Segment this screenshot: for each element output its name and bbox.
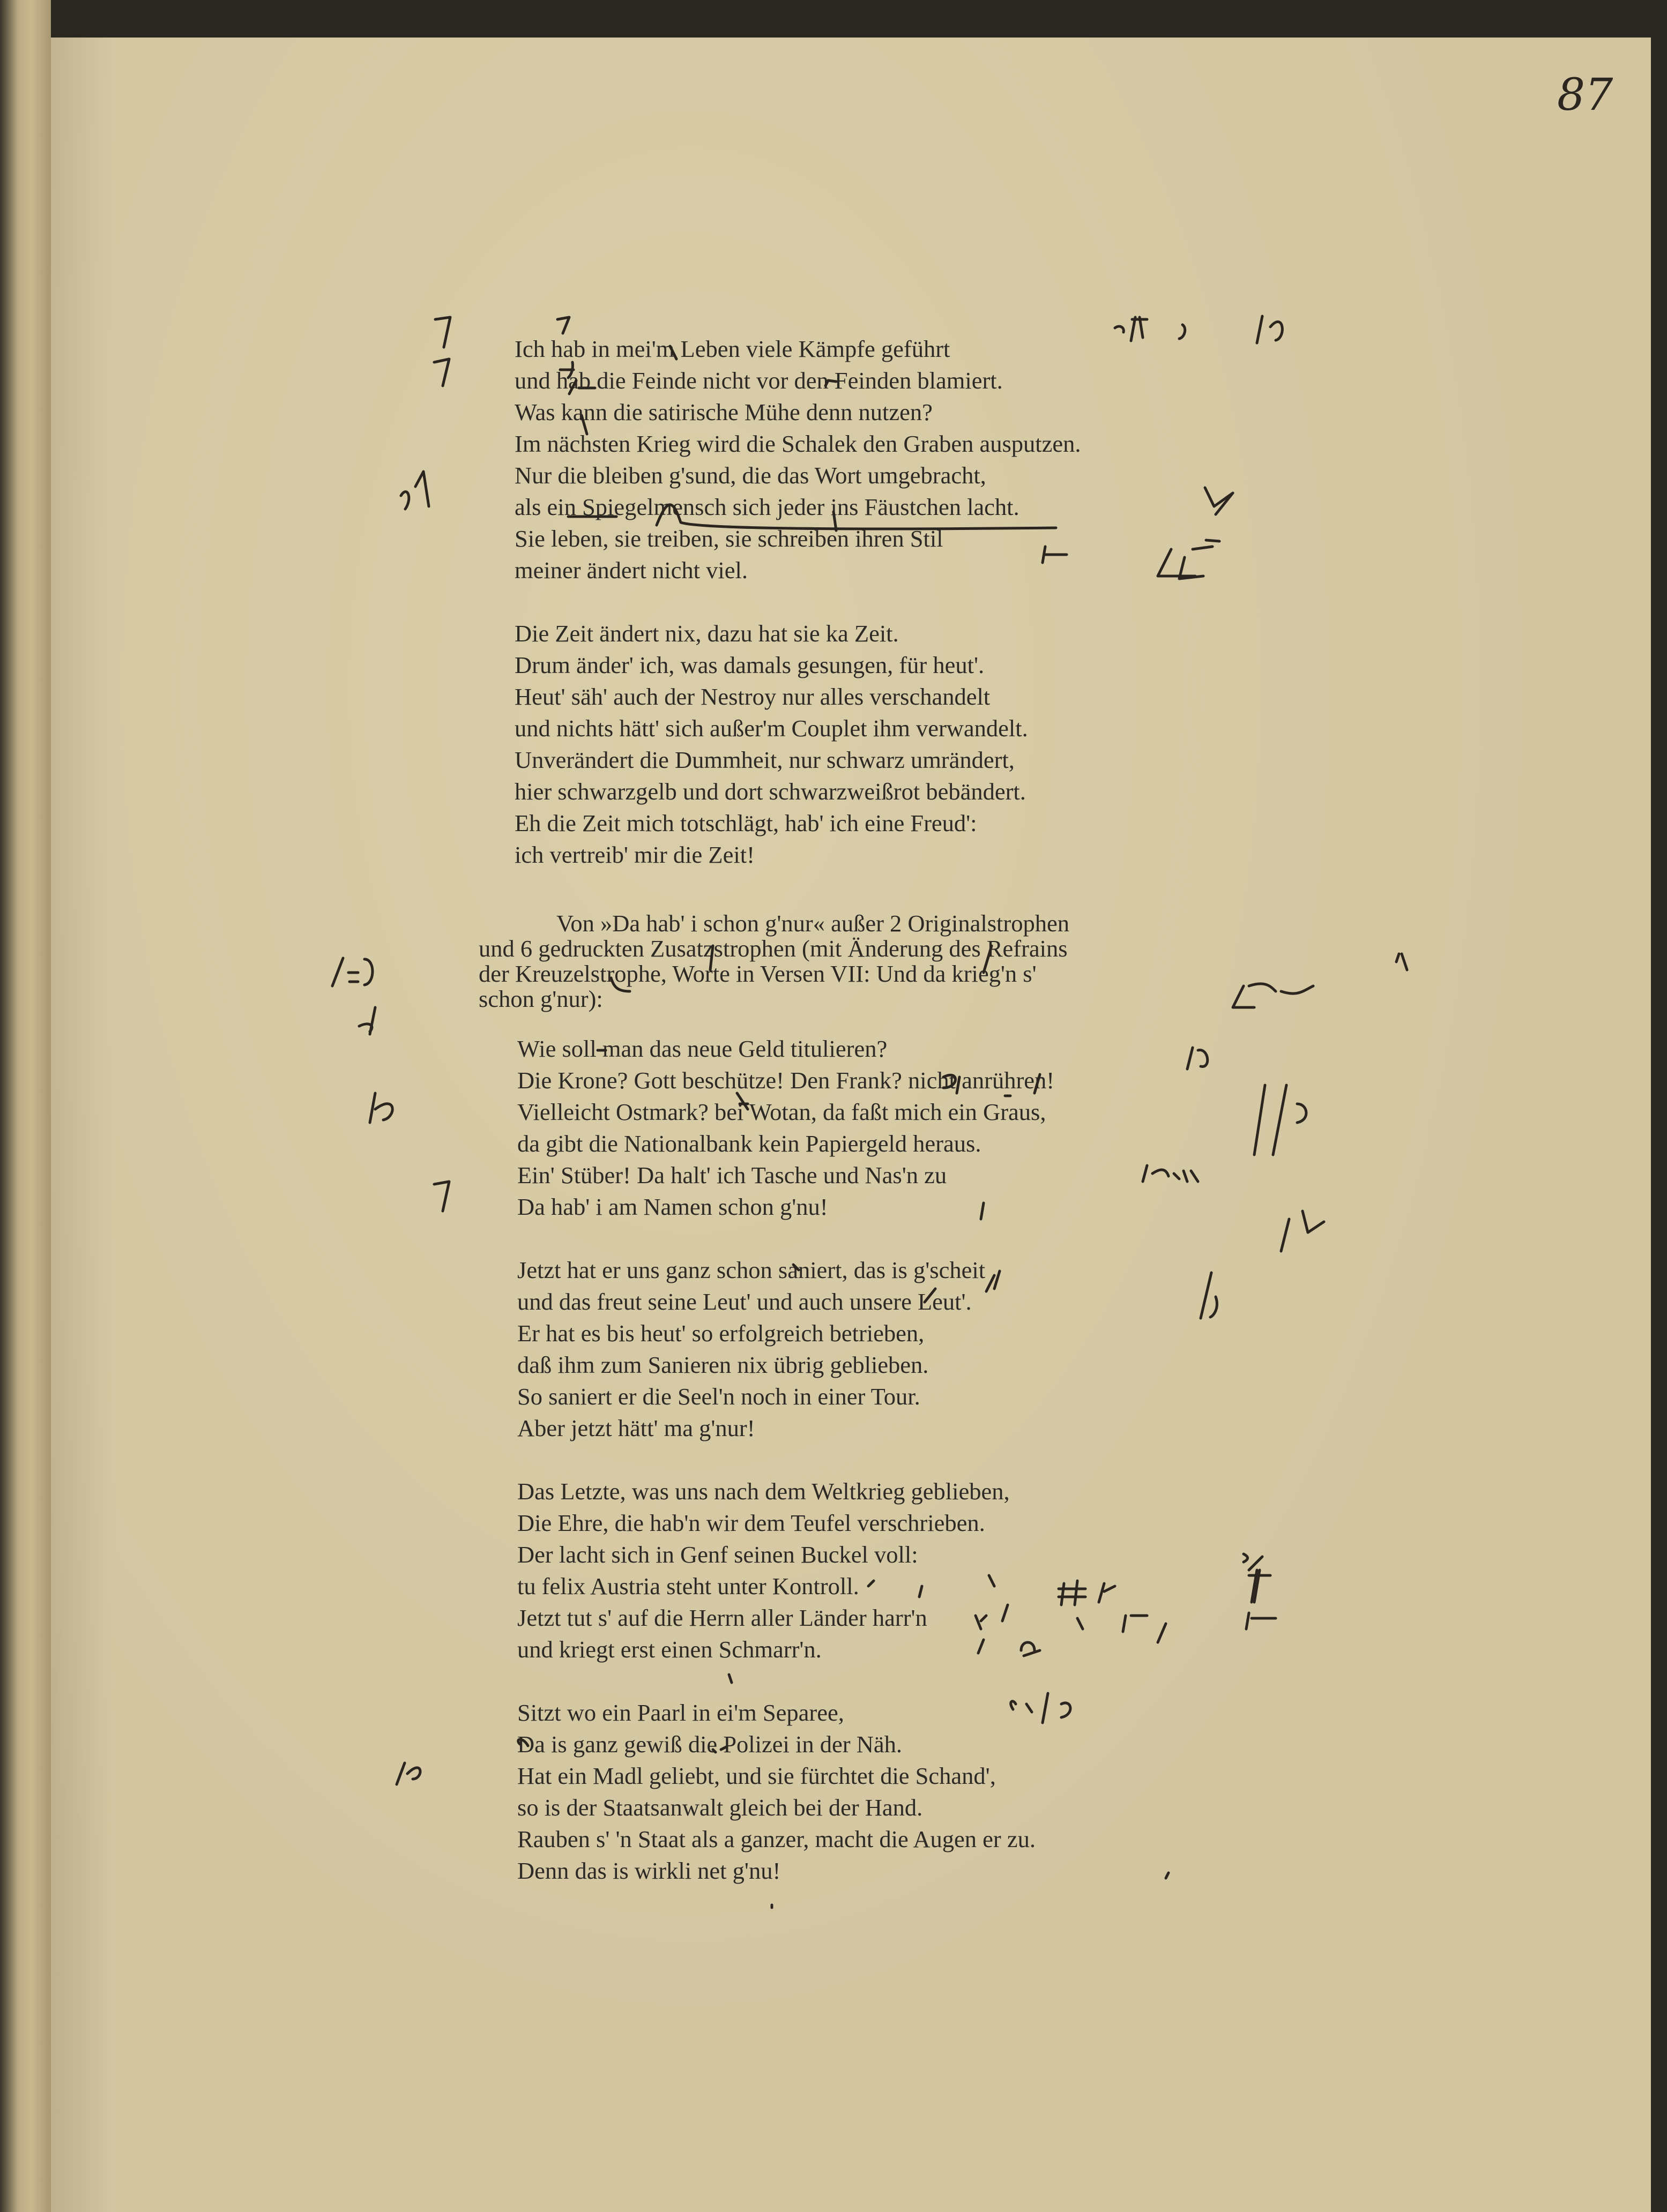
stanza bbox=[517, 1254, 1225, 1444]
verse-line: als ein Spiegelmensch sich jeder ins Fäustchen lacht. bbox=[515, 494, 1019, 520]
verse-line: Vielleicht Ostmark? bei Wotan, da faßt mich ein Graus, bbox=[517, 1098, 1046, 1125]
verse-line: meiner ändert nicht viel. bbox=[515, 557, 748, 584]
verse-line: Sitzt wo ein Paarl in ei'm Separee, bbox=[517, 1699, 844, 1726]
stanza bbox=[517, 1697, 1225, 1887]
prose-line: Von »Da hab' i schon g'nur« außer 2 Originalstrophen bbox=[556, 910, 1069, 937]
verse-line: Er hat es bis heut' so erfolgreich betrieben, bbox=[517, 1320, 925, 1347]
verse-line: da gibt die Nationalbank kein Papiergeld heraus. bbox=[517, 1130, 981, 1157]
verse-line: Sie leben, sie treiben, sie schreiben ihren Stil bbox=[515, 525, 943, 552]
stanza bbox=[515, 618, 1222, 871]
prose-line: schon g'nur): bbox=[479, 985, 603, 1012]
stanza bbox=[517, 1033, 1225, 1223]
verse-line: daß ihm zum Sanieren nix übrig geblieben. bbox=[517, 1351, 929, 1378]
verse-line: Wie soll man das neue Geld titulieren? bbox=[517, 1035, 888, 1062]
verse-line: und nichts hätt' sich außer'm Couplet ihm verwandelt. bbox=[515, 715, 1028, 742]
verse-line: hier schwarzgelb und dort schwarzweißrot bebändert. bbox=[515, 778, 1026, 805]
prose-line: und 6 gedruckten Zusatzstrophen (mit Änderung des Refrains bbox=[479, 935, 1068, 962]
verse-line: Der lacht sich in Genf seinen Buckel voll: bbox=[517, 1541, 918, 1568]
verse-line: tu felix Austria steht unter Kontroll. bbox=[517, 1573, 859, 1600]
verse-line: Die Zeit ändert nix, dazu hat sie ka Zeit. bbox=[515, 620, 899, 647]
verse-line: Aber jetzt hätt' ma g'nur! bbox=[517, 1415, 755, 1441]
verse-line: Jetzt hat er uns ganz schon saniert, das is g'scheit bbox=[517, 1257, 986, 1283]
verse-line: Nur die bleiben g'sund, die das Wort umgebracht, bbox=[515, 462, 986, 489]
verse-block-top bbox=[515, 333, 1222, 902]
verse-block-bottom bbox=[517, 1033, 1225, 1918]
verse-line: Das Letzte, was uns nach dem Weltkrieg geblieben, bbox=[517, 1478, 1010, 1505]
verse-line: Die Krone? Gott beschütze! Den Frank? nicht anrühren! bbox=[517, 1067, 1055, 1094]
verse-line: Hat ein Madl geliebt, und sie fürchtet die Schand', bbox=[517, 1762, 996, 1789]
verse-line: Die Ehre, die hab'n wir dem Teufel verschrieben. bbox=[517, 1509, 985, 1536]
verse-line: Im nächsten Krieg wird die Schalek den Graben ausputzen. bbox=[515, 430, 1081, 457]
verse-line: Da hab' i am Namen schon g'nu! bbox=[517, 1193, 828, 1220]
verse-line: Was kann die satirische Mühe denn nutzen? bbox=[515, 399, 933, 425]
verse-line: Ein' Stüber! Da halt' ich Tasche und Nas'n zu bbox=[517, 1162, 947, 1189]
stanza bbox=[515, 333, 1222, 586]
stanza bbox=[517, 1476, 1225, 1665]
prose-line: der Kreuzelstrophe, Worte in Versen VII: Und da krieg'n s' bbox=[479, 960, 1037, 987]
verse-line: Jetzt tut s' auf die Herrn aller Länder harr'n bbox=[517, 1604, 927, 1631]
verse-line: So saniert er die Seel'n noch in einer Tour. bbox=[517, 1383, 920, 1410]
verse-line: Denn das is wirkli net g'nu! bbox=[517, 1857, 781, 1884]
verse-line: Eh die Zeit mich totschlägt, hab' ich eine Freud': bbox=[515, 810, 977, 836]
verse-line: ich vertreib' mir die Zeit! bbox=[515, 841, 755, 868]
verse-line: Unverändert die Dummheit, nur schwarz umrändert, bbox=[515, 746, 1015, 773]
verse-line: und das freut seine Leut' und auch unsere Leut'. bbox=[517, 1288, 972, 1315]
verse-line: Ich hab in mei'm Leben viele Kämpfe geführt bbox=[515, 335, 950, 362]
verse-line: Heut' säh' auch der Nestroy nur alles verschandelt bbox=[515, 683, 991, 710]
book-spine bbox=[0, 0, 51, 2212]
verse-line: und kriegt erst einen Schmarr'n. bbox=[517, 1636, 822, 1663]
page-number: 87 bbox=[1557, 70, 1613, 121]
prose-paragraph bbox=[479, 911, 1224, 1012]
verse-line: so is der Staatsanwalt gleich bei der Hand. bbox=[517, 1794, 923, 1821]
verse-line: Da is ganz gewiß die Polizei in der Näh. bbox=[517, 1731, 902, 1758]
verse-line: Rauben s' 'n Staat als a ganzer, macht die Augen er zu. bbox=[517, 1826, 1036, 1852]
verse-line: und hab die Feinde nicht vor den Feinden blamiert. bbox=[515, 367, 1003, 394]
verse-line: Drum änder' ich, was damals gesungen, für heut'. bbox=[515, 652, 985, 678]
